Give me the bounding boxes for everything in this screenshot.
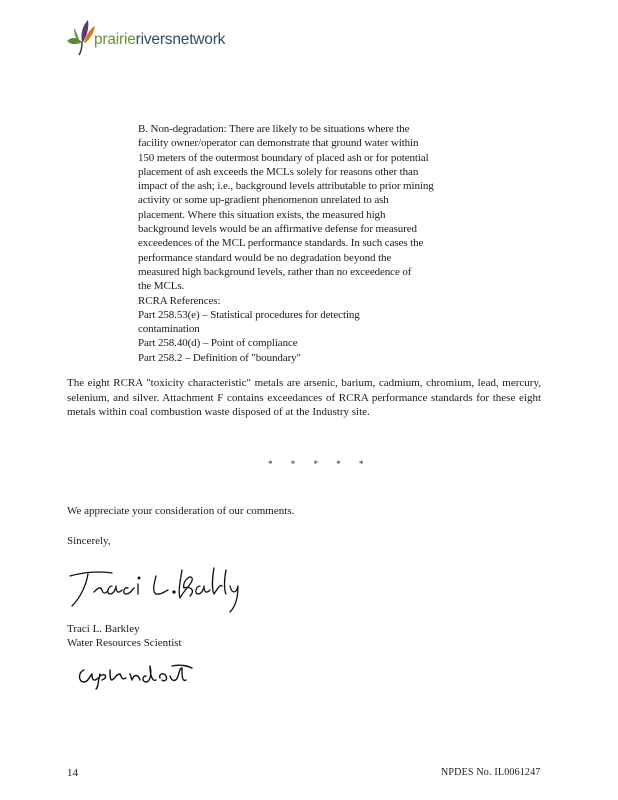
text-line: 150 meters of the outermost boundary of placed ash or for potential [138, 151, 429, 164]
text-line: impact of the ash; i.e., background levels attributable to prior mining [138, 180, 434, 193]
section-separator: * * * * * [268, 459, 372, 469]
text-line: exceedences of the MCL performance standards. In such cases the [138, 237, 424, 250]
non-degradation-section [138, 122, 498, 365]
text-line: measured high background levels, rather than no exceedence of [138, 265, 412, 278]
closing-line: We appreciate your consideration of our comments. [67, 505, 295, 517]
reference-item: contamination [138, 323, 200, 336]
text-line: activity or some up-gradient phenomenon unrelated to ash [138, 194, 389, 207]
organization-logo [66, 18, 266, 58]
text-line: the MCLs. [138, 280, 185, 293]
signatory-block [67, 622, 182, 650]
text-line: placement of ash exceeds the MCLs solely for reasons other than [138, 165, 419, 178]
text-line: facility owner/operator can demonstrate that ground water within [138, 137, 419, 150]
document-number: NPDES No. IL0061247 [441, 767, 541, 778]
signatory-title: Water Resources Scientist [67, 637, 182, 649]
text-line: background levels would be an affirmative defense for measured [138, 223, 417, 236]
text-line: B. Non-degradation: There are likely to be situations where the [138, 123, 410, 135]
signatory-name: Traci L. Barkley [67, 623, 140, 635]
page-number: 14 [67, 767, 78, 779]
reference-item: Part 258.2 – Definition of "boundary" [138, 351, 301, 364]
secondary-signature [76, 662, 196, 690]
hands-leaf-icon [66, 18, 96, 58]
text-line: placement. Where this situation exists, the measured high [138, 208, 386, 221]
sincerely-line: Sincerely, [67, 535, 111, 547]
handwritten-signature [64, 562, 244, 618]
reference-item: Part 258.53(e) – Statistical procedures for detecting [138, 308, 360, 321]
text-line: performance standard would be no degradation beyond the [138, 251, 392, 264]
toxicity-metals-paragraph: The eight RCRA "toxicity characteristic" metals are arsenic, barium, cadmium, chromium, lead, mercury, selenium, and silver. Attachment F contains exceedances of RCRA performance standards for these eight metals within coal combustion waste disposed of at the Industry site. [67, 377, 541, 419]
reference-item: Part 258.40(d) – Point of compliance [138, 337, 298, 350]
rcra-references-heading: RCRA References: [138, 294, 221, 307]
logo-wordmark: prairieriversnetwork [94, 31, 226, 48]
